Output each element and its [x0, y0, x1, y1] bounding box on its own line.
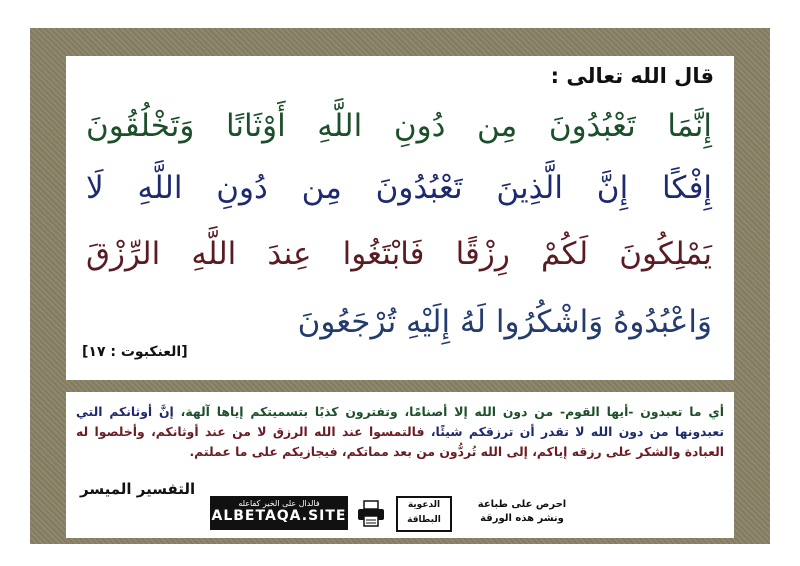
- promo-line-2: ونشر هذه الورقة: [480, 513, 564, 524]
- tafsir-part-1: أي ما تعبدون -أيها القوم- من دون الله إلا أصنامًا، وتفترون كذبًا بتسميتكم إياها آلهة،: [173, 404, 724, 419]
- tafsir-part-3: فالتمسوا عند الله الرزق لا من عند أوثانكم، وأخلصوا له العبادة والشكر على رزقه إياكم، إلى الله تُردُّون من بعد مماتكم، فيجازيكم على ما عملتم.: [76, 424, 724, 459]
- verse-line-4: وَاعْبُدُوهُ وَاشْكُرُوا لَهُ إِلَيْهِ تُرْجَعُونَ: [297, 304, 712, 340]
- tafsir-card: [66, 392, 734, 538]
- tafsir-source: التفسير الميسر: [80, 480, 196, 498]
- site-url[interactable]: ALBETAQA.SITE: [211, 508, 347, 524]
- tafsir-part-2: إنَّ أوثانكم التي تعبدونها من دون الله لا تقدر أن ترزقكم شيئًا،: [76, 404, 725, 439]
- footer-bar: [210, 496, 710, 532]
- print-promo: [462, 498, 582, 526]
- promo-line-1: احرص على طباعة: [477, 499, 567, 510]
- tafsir-text: [76, 402, 724, 462]
- site-link[interactable]: [210, 496, 348, 530]
- verse-line-2: إِفْكًا إِنَّ الَّذِينَ تَعْبُدُونَ مِن دُونِ اللَّهِ لَا: [86, 170, 712, 206]
- verse-line-1: إِنَّمَا تَعْبُدُونَ مِن دُونِ اللَّهِ أَوْثَانًا وَتَخْلُقُونَ: [86, 108, 712, 144]
- verse-card: [66, 56, 734, 380]
- verse-intro: قال الله تعالى :: [550, 64, 714, 88]
- verse-reference: [العنكبوت : ١٧]: [82, 344, 188, 360]
- logo: الدعوية البطاقة: [396, 496, 452, 532]
- verse-line-3: يَمْلِكُونَ لَكُمْ رِزْقًا فَابْتَغُوا عِندَ اللَّهِ الرِّزْقَ: [86, 236, 712, 272]
- printer-icon: [356, 500, 386, 528]
- site-caption: فالدال على الخير كفاعله: [238, 499, 320, 508]
